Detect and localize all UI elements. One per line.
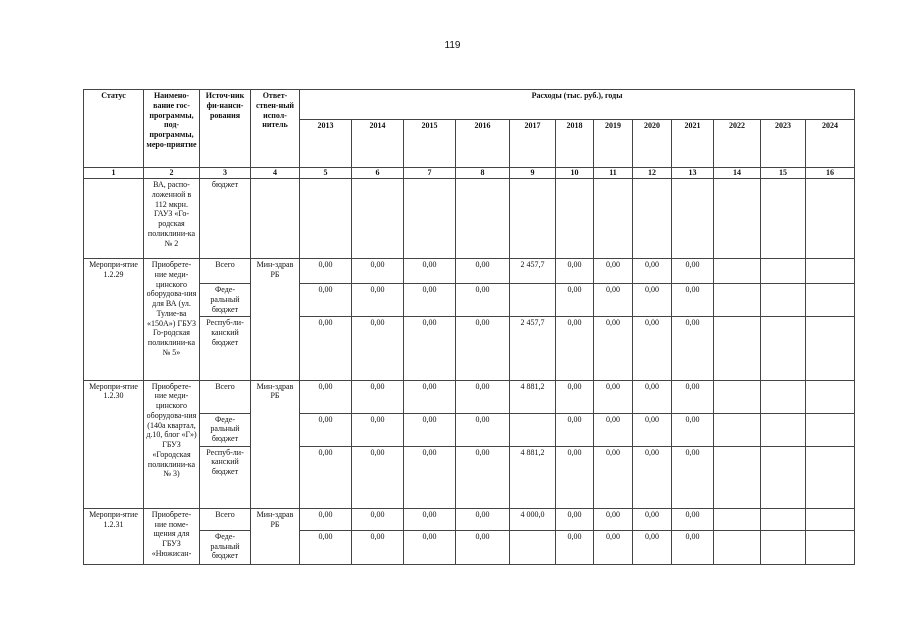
expense-value: 0,00 [352, 446, 404, 508]
header-source: Источ-ник фи-нанси-рования [200, 90, 251, 168]
expense-value [806, 259, 855, 284]
expense-value: 0,00 [456, 284, 510, 317]
header-name: Наимено-вание гос-программы, под-программы, меро-приятие [144, 90, 200, 168]
expense-value [761, 317, 806, 380]
expense-value: 0,00 [300, 508, 352, 530]
expense-value: 0,00 [300, 413, 352, 446]
funding-source: Всего [200, 259, 251, 284]
expense-value [761, 259, 806, 284]
funding-source: Феде-ральный бюджет [200, 530, 251, 564]
expense-value: 0,00 [672, 508, 714, 530]
column-number: 13 [672, 168, 714, 179]
expense-value: 0,00 [633, 380, 672, 413]
expense-value: 0,00 [300, 284, 352, 317]
column-number: 12 [633, 168, 672, 179]
expense-value: 0,00 [404, 284, 456, 317]
expense-value: 0,00 [556, 259, 594, 284]
expense-value: 0,00 [300, 446, 352, 508]
continuation-source: бюджет [200, 179, 251, 259]
continuation-status [84, 179, 144, 259]
expense-value: 0,00 [456, 446, 510, 508]
expense-value: 0,00 [352, 380, 404, 413]
header-expenses: Расходы (тыс. руб.), годы [300, 90, 855, 120]
header-year: 2013 [300, 120, 352, 168]
expense-value: 0,00 [556, 317, 594, 380]
expense-value: 2 457,7 [510, 259, 556, 284]
event-executor: Мин-здрав РБ [251, 259, 300, 380]
expense-value: 0,00 [456, 259, 510, 284]
event-status: Меропри-ятие 1.2.30 [84, 380, 144, 508]
expense-value [761, 446, 806, 508]
expense-value: 0,00 [633, 259, 672, 284]
column-number: 14 [714, 168, 761, 179]
table-row [84, 530, 855, 564]
event-status: Меропри-ятие 1.2.29 [84, 259, 144, 380]
expense-value [761, 530, 806, 564]
table-row [84, 259, 855, 284]
expense-value [714, 284, 761, 317]
event-executor: Мин-здрав РБ [251, 508, 300, 564]
expense-value [714, 380, 761, 413]
header-year: 2018 [556, 120, 594, 168]
expense-value: 0,00 [672, 317, 714, 380]
column-number: 8 [456, 168, 510, 179]
expense-value: 0,00 [633, 530, 672, 564]
expense-value: 0,00 [456, 530, 510, 564]
expense-value: 2 457,7 [510, 317, 556, 380]
expense-value [806, 530, 855, 564]
expense-value [806, 317, 855, 380]
header-year: 2024 [806, 120, 855, 168]
expense-value: 0,00 [556, 380, 594, 413]
expense-value: 4 000,0 [510, 508, 556, 530]
funding-source: Респуб-ли-канский бюджет [200, 446, 251, 508]
column-number: 16 [806, 168, 855, 179]
expense-value: 0,00 [456, 413, 510, 446]
column-number: 1 [84, 168, 144, 179]
column-numbers-row [84, 168, 855, 179]
expense-value: 0,00 [633, 284, 672, 317]
expense-value: 0,00 [352, 530, 404, 564]
expense-value: 0,00 [672, 413, 714, 446]
header-year: 2014 [352, 120, 404, 168]
expense-value: 0,00 [456, 380, 510, 413]
expense-value: 0,00 [352, 317, 404, 380]
table-row [84, 380, 855, 413]
expense-value [761, 380, 806, 413]
expense-value: 0,00 [594, 317, 633, 380]
table-row [84, 179, 855, 259]
expense-value [761, 508, 806, 530]
column-number: 7 [404, 168, 456, 179]
expense-value [761, 284, 806, 317]
expense-value [761, 413, 806, 446]
expense-value [806, 284, 855, 317]
page-number: 119 [444, 40, 461, 51]
header-year: 2020 [633, 120, 672, 168]
continuation-name: ВА, распо-ложенной в 112 мкрн. ГАУЗ «Го-родская поликлини-ка № 2 [144, 179, 200, 259]
expense-value: 0,00 [352, 284, 404, 317]
event-name: Приобрете-ние поме-щения для ГБУЗ «Нюжисан- [144, 508, 200, 564]
expense-value: 0,00 [556, 413, 594, 446]
column-number: 15 [761, 168, 806, 179]
expense-value: 0,00 [404, 317, 456, 380]
expense-value: 0,00 [352, 413, 404, 446]
expense-value: 0,00 [556, 284, 594, 317]
expense-value: 0,00 [456, 508, 510, 530]
expense-value: 0,00 [633, 446, 672, 508]
column-number: 9 [510, 168, 556, 179]
expense-value [714, 317, 761, 380]
expense-value [714, 413, 761, 446]
expense-value: 0,00 [556, 508, 594, 530]
expense-value: 0,00 [300, 380, 352, 413]
funding-source: Всего [200, 508, 251, 530]
continuation-executor [251, 179, 300, 259]
header-year: 2015 [404, 120, 456, 168]
header-executor: Ответ-ствен-ный испол-нитель [251, 90, 300, 168]
column-number: 11 [594, 168, 633, 179]
expense-value: 0,00 [300, 259, 352, 284]
table-row [84, 284, 855, 317]
column-number: 4 [251, 168, 300, 179]
header-year: 2019 [594, 120, 633, 168]
table-row [84, 508, 855, 530]
expense-value [806, 413, 855, 446]
expense-value: 0,00 [594, 530, 633, 564]
expense-value: 0,00 [672, 530, 714, 564]
expense-value: 0,00 [300, 317, 352, 380]
column-number: 10 [556, 168, 594, 179]
table-row [84, 446, 855, 508]
column-number: 6 [352, 168, 404, 179]
expense-value: 0,00 [594, 259, 633, 284]
header-year: 2016 [456, 120, 510, 168]
expense-value [714, 259, 761, 284]
expense-value: 0,00 [404, 530, 456, 564]
funding-source: Всего [200, 380, 251, 413]
expense-value: 4 881,2 [510, 446, 556, 508]
expense-value [510, 413, 556, 446]
header-year: 2022 [714, 120, 761, 168]
expense-value: 0,00 [456, 317, 510, 380]
column-number: 3 [200, 168, 251, 179]
expense-value [806, 446, 855, 508]
expense-value [714, 530, 761, 564]
expense-value: 0,00 [352, 508, 404, 530]
table-row [84, 317, 855, 380]
table-body [84, 179, 855, 565]
table-header [84, 90, 855, 179]
expense-value: 0,00 [594, 446, 633, 508]
expense-value: 0,00 [672, 259, 714, 284]
event-name: Приобрете-ние меди-цинского оборудова-ния (140а квартал, д.10, блог «Г») ГБУЗ «Городская поликлини-ка № 3) [144, 380, 200, 508]
expense-value: 0,00 [556, 530, 594, 564]
funding-source: Феде-ральный бюджет [200, 413, 251, 446]
header-status: Статус [84, 90, 144, 168]
expense-value [714, 446, 761, 508]
event-executor: Мин-здрав РБ [251, 380, 300, 508]
expense-value [510, 530, 556, 564]
expense-value: 0,00 [404, 508, 456, 530]
expense-value: 0,00 [300, 530, 352, 564]
event-name: Приобрете-ние меди-цинского оборудова-ния для ВА (ул. Тулие-ва «150А») ГБУЗ Го-родская поликлини-ка № 5» [144, 259, 200, 380]
expense-value: 0,00 [594, 380, 633, 413]
expense-value: 0,00 [556, 446, 594, 508]
expense-value: 0,00 [672, 380, 714, 413]
expense-value: 0,00 [404, 380, 456, 413]
expense-value: 0,00 [672, 446, 714, 508]
column-number: 2 [144, 168, 200, 179]
expense-value: 4 881,2 [510, 380, 556, 413]
expense-value [714, 508, 761, 530]
table-row [84, 413, 855, 446]
header-year: 2017 [510, 120, 556, 168]
funding-source: Респуб-ли-канский бюджет [200, 317, 251, 380]
budget-table [83, 89, 855, 565]
column-number: 5 [300, 168, 352, 179]
expense-value: 0,00 [633, 413, 672, 446]
event-status: Меропри-ятие 1.2.31 [84, 508, 144, 564]
header-year: 2023 [761, 120, 806, 168]
expense-value: 0,00 [404, 446, 456, 508]
expense-value: 0,00 [594, 508, 633, 530]
expense-value [806, 380, 855, 413]
expense-value: 0,00 [404, 413, 456, 446]
header-year: 2021 [672, 120, 714, 168]
expense-value: 0,00 [352, 259, 404, 284]
expense-value: 0,00 [633, 508, 672, 530]
expense-value [510, 284, 556, 317]
funding-source: Феде-ральный бюджет [200, 284, 251, 317]
expense-value: 0,00 [672, 284, 714, 317]
expense-value: 0,00 [633, 317, 672, 380]
expense-value: 0,00 [594, 413, 633, 446]
expense-value: 0,00 [594, 284, 633, 317]
expense-value: 0,00 [404, 259, 456, 284]
expense-value [806, 508, 855, 530]
